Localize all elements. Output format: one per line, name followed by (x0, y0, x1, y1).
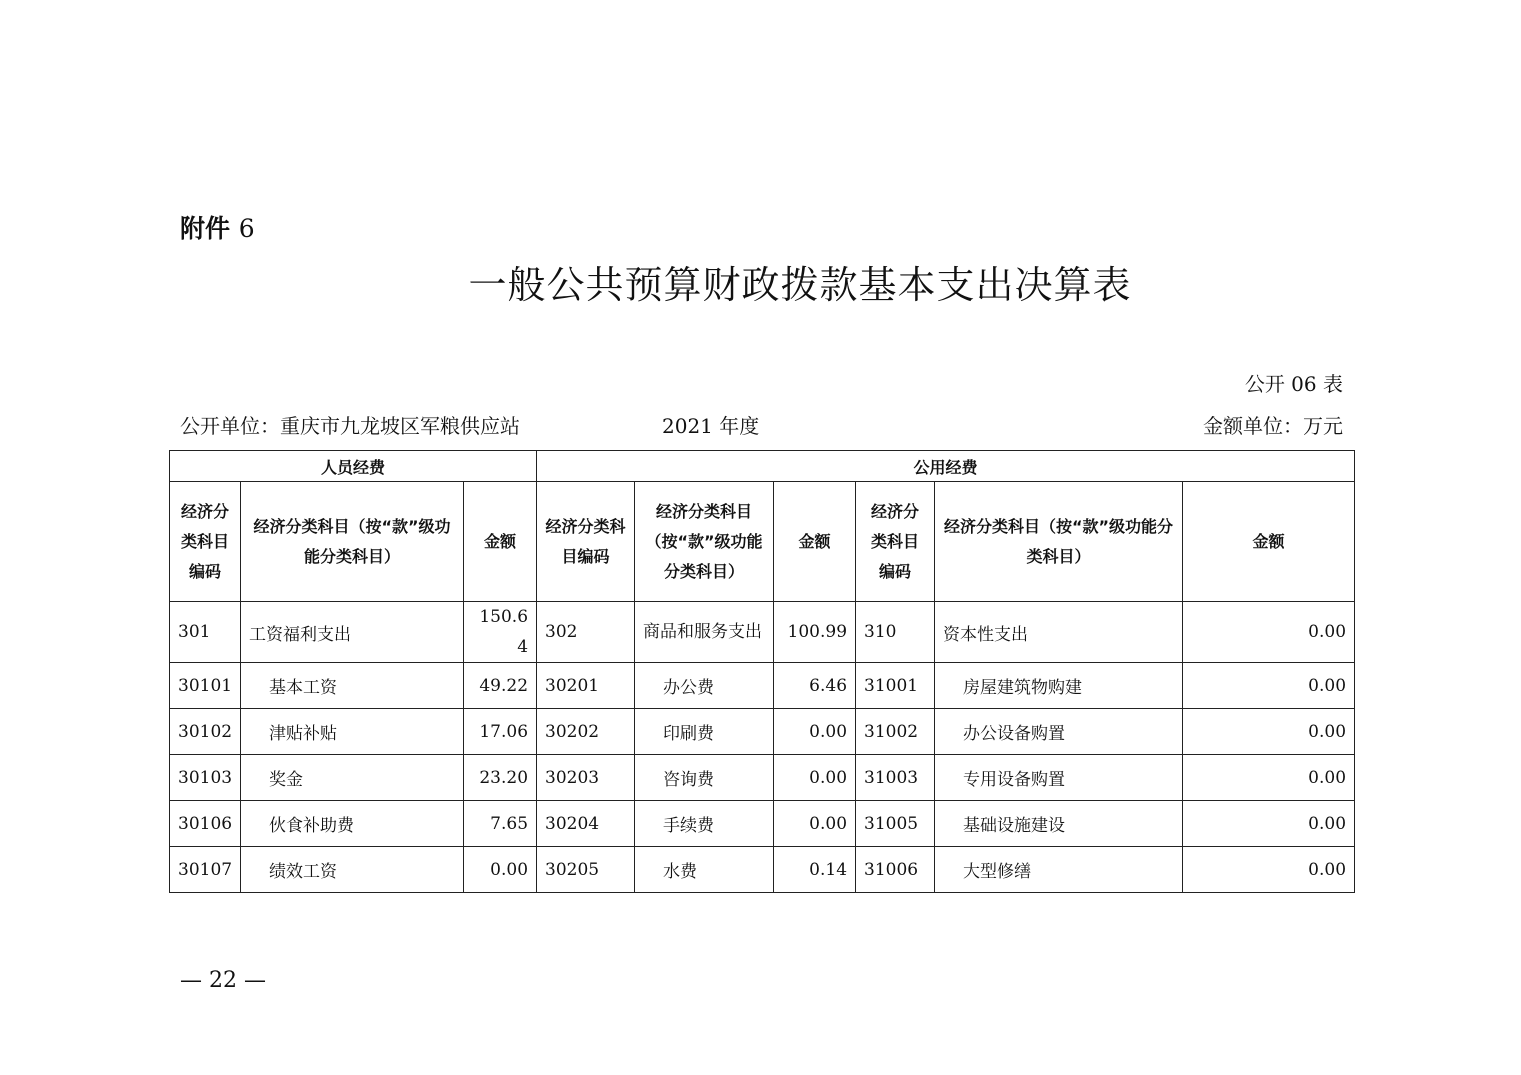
cell-amount: 0.00 (774, 801, 856, 847)
page-title: 一般公共预算财政拨款基本支出决算表 (468, 263, 1132, 307)
cell-code: 31006 (856, 847, 935, 893)
table-row (170, 709, 1355, 755)
table-row (170, 801, 1355, 847)
cell-name: 水费 (635, 847, 774, 893)
cell-code: 30201 (537, 663, 635, 709)
cell-name: 专用设备购置 (935, 755, 1183, 801)
table-row (170, 663, 1355, 709)
cell-code: 30107 (170, 847, 241, 893)
cell-amount: 6.46 (774, 663, 856, 709)
cell-name: 商品和服务支出 (635, 602, 774, 663)
group-personnel: 人员经费 (170, 451, 537, 482)
header-code-2: 经济分类科目编码 (537, 482, 635, 602)
cell-name: 工资福利支出 (241, 602, 464, 663)
cell-amount: 150.64 (464, 602, 537, 663)
cell-amount: 0.14 (774, 847, 856, 893)
header-amount-2: 金额 (774, 482, 856, 602)
cell-amount: 23.20 (464, 755, 537, 801)
header-code-3: 经济分类科目编码 (856, 482, 935, 602)
cell-name: 办公费 (635, 663, 774, 709)
cell-code: 31002 (856, 709, 935, 755)
cell-code: 30101 (170, 663, 241, 709)
cell-code: 30203 (537, 755, 635, 801)
cell-name: 咨询费 (635, 755, 774, 801)
cell-name: 印刷费 (635, 709, 774, 755)
cell-code: 30106 (170, 801, 241, 847)
cell-name: 办公设备购置 (935, 709, 1183, 755)
group-public: 公用经费 (537, 451, 1355, 482)
cell-name: 手续费 (635, 801, 774, 847)
header-code-1: 经济分类科目编码 (170, 482, 241, 602)
cell-amount: 17.06 (464, 709, 537, 755)
cell-code: 31005 (856, 801, 935, 847)
expenditure-table (169, 450, 1355, 893)
table-code: 公开 06 表 (1244, 372, 1343, 396)
header-amount-3: 金额 (1183, 482, 1355, 602)
amount-unit: 金额单位：万元 (1203, 414, 1343, 438)
page-number: — 22 — (180, 968, 266, 993)
cell-amount: 0.00 (1183, 847, 1355, 893)
cell-amount: 0.00 (1183, 663, 1355, 709)
cell-name: 资本性支出 (935, 602, 1183, 663)
cell-name: 绩效工资 (241, 847, 464, 893)
cell-name: 津贴补贴 (241, 709, 464, 755)
attachment-label: 附件 6 (180, 214, 255, 243)
cell-code: 310 (856, 602, 935, 663)
cell-amount: 0.00 (1183, 801, 1355, 847)
table-row (170, 755, 1355, 801)
cell-code: 30103 (170, 755, 241, 801)
cell-code: 302 (537, 602, 635, 663)
cell-code: 30205 (537, 847, 635, 893)
cell-amount: 0.00 (1183, 602, 1355, 663)
cell-name: 伙食补助费 (241, 801, 464, 847)
cell-amount: 49.22 (464, 663, 537, 709)
cell-amount: 0.00 (1183, 709, 1355, 755)
cell-amount: 7.65 (464, 801, 537, 847)
cell-code: 301 (170, 602, 241, 663)
cell-code: 30202 (537, 709, 635, 755)
cell-amount: 0.00 (774, 755, 856, 801)
cell-name: 房屋建筑物购建 (935, 663, 1183, 709)
cell-amount: 100.99 (774, 602, 856, 663)
cell-name: 奖金 (241, 755, 464, 801)
cell-amount: 0.00 (774, 709, 856, 755)
table-row (170, 602, 1355, 663)
cell-name: 基本工资 (241, 663, 464, 709)
cell-code: 31001 (856, 663, 935, 709)
cell-code: 31003 (856, 755, 935, 801)
table-row (170, 847, 1355, 893)
cell-amount: 0.00 (464, 847, 537, 893)
header-name-2: 经济分类科目（按“款”级功能分类科目） (635, 482, 774, 602)
header-amount-1: 金额 (464, 482, 537, 602)
publishing-unit: 公开单位：重庆市九龙坡区军粮供应站 (180, 414, 520, 438)
cell-amount: 0.00 (1183, 755, 1355, 801)
cell-name: 基础设施建设 (935, 801, 1183, 847)
cell-code: 30102 (170, 709, 241, 755)
fiscal-year: 2021 年度 (662, 414, 760, 438)
header-name-1: 经济分类科目（按“款”级功能分类科目） (241, 482, 464, 602)
cell-name: 大型修缮 (935, 847, 1183, 893)
header-name-3: 经济分类科目（按“款”级功能分类科目） (935, 482, 1183, 602)
cell-code: 30204 (537, 801, 635, 847)
